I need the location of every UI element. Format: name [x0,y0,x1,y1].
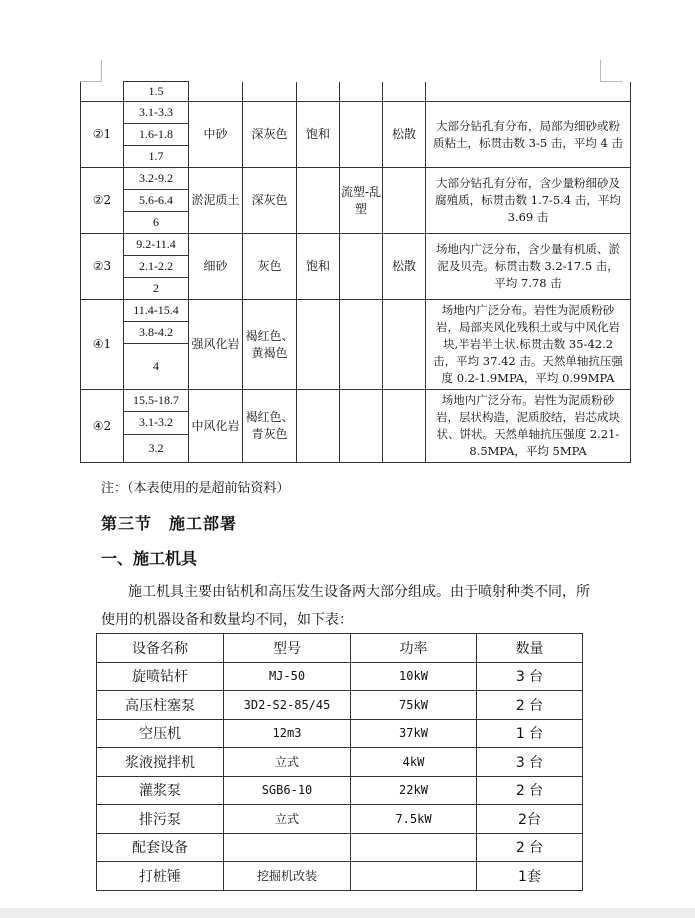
color-cell: 褐红色、黄褐色 [243,300,297,390]
quantity-cell: 1 台 [477,719,583,748]
plastic-cell: 流塑-乱塑 [340,168,383,234]
page-corner-mark-right [600,60,601,82]
body-paragraph-text: 施工机具主要由钻机和高压发生设备两大部分组成。由于喷射种类不同，所使用的机器设备和数量均不同，如下表： [101,584,590,628]
color-cell: 灰色 [243,234,297,300]
model-cell: 立式 [224,805,351,834]
table-note: 注：（本表使用的是超前钻资料） [101,481,290,496]
equipment-row [97,833,583,862]
description-cell: 场地内广泛分布。岩性为泥质粉砂岩，层状构造，泥质胶结，岩芯成块状、饼状。天然单轴抗压强度 2.21-8.5MPA，平均 5MPA [426,390,631,463]
color-cell: 深灰色 [243,102,297,168]
equipment-row [97,748,583,777]
model-cell [224,833,351,862]
geology-row [81,390,631,412]
color-cell: 深灰色 [243,168,297,234]
depth-cell: 6 [124,212,189,234]
soil-cell: 淤泥质土 [189,168,243,234]
equipment-header-row [97,634,583,663]
layer-cell: ④1 [81,300,124,390]
density-cell [383,390,426,463]
body-paragraph [101,578,601,634]
color-cell [243,82,297,102]
depth-cell: 3.8-4.2 [124,322,189,344]
moisture-cell: 饱和 [297,102,340,168]
density-cell [383,82,426,102]
moisture-cell [297,168,340,234]
layer-cell: ②3 [81,234,124,300]
depth-cell: 1.5 [124,82,189,102]
power-cell: 75kW [351,691,477,720]
description-cell: 场地内广泛分布，含少量有机质、淤泥及贝壳。标贯击数 3.2-17.5 击，平均 7.78 击 [426,234,631,300]
equipment-name-cell: 高压柱塞泵 [97,691,224,720]
soil-cell: 中砂 [189,102,243,168]
soil-cell: 细砂 [189,234,243,300]
moisture-cell [297,390,340,463]
power-cell: 22kW [351,776,477,805]
geology-row [81,300,631,322]
geology-row [81,168,631,190]
equipment-name-cell: 排污泵 [97,805,224,834]
density-cell: 松散 [383,234,426,300]
plastic-cell [340,102,383,168]
equipment-name-cell: 浆液搅拌机 [97,748,224,777]
depth-cell: 1.6-1.8 [124,124,189,146]
color-cell: 褐红色、青灰色 [243,390,297,463]
quantity-cell: 2台 [477,805,583,834]
power-cell: 4kW [351,748,477,777]
layer-cell: ②1 [81,102,124,168]
power-cell: 37kW [351,719,477,748]
model-cell: 3D2-S2-85/45 [224,691,351,720]
model-cell: MJ-50 [224,662,351,691]
depth-cell: 4 [124,344,189,390]
description-cell: 大部分钻孔有分布，含少量粉细砂及腐殖质，标贯击数 1.7-5.4 击，平均 3.69 击 [426,168,631,234]
depth-cell: 15.5-18.7 [124,390,189,412]
layer-cell: ④2 [81,390,124,463]
equipment-name-cell: 灌浆泵 [97,776,224,805]
header-name: 设备名称 [97,634,224,663]
plastic-cell [340,300,383,390]
section-title: 第三节 施工部署 [101,514,238,533]
depth-cell: 3.1-3.3 [124,102,189,124]
power-cell: 10kW [351,662,477,691]
header-quantity: 数量 [477,634,583,663]
equipment-row [97,862,583,891]
equipment-row [97,776,583,805]
geology-table [80,81,631,463]
equipment-name-cell: 空压机 [97,719,224,748]
depth-cell: 3.1-3.2 [124,412,189,434]
moisture-cell: 饱和 [297,234,340,300]
model-cell: 12m3 [224,719,351,748]
soil-cell: 中风化岩 [189,390,243,463]
plastic-cell [340,234,383,300]
power-cell: 7.5kW [351,805,477,834]
description-cell [426,82,631,102]
power-cell [351,833,477,862]
equipment-name-cell: 配套设备 [97,833,224,862]
moisture-cell [297,300,340,390]
depth-cell: 2.1-2.2 [124,256,189,278]
equipment-row [97,719,583,748]
density-cell [383,168,426,234]
power-cell [351,862,477,891]
quantity-cell: 1套 [477,862,583,891]
layer-cell [81,82,124,102]
depth-cell: 9.2-11.4 [124,234,189,256]
plastic-cell [340,82,383,102]
model-cell: 立式 [224,748,351,777]
soil-cell [189,82,243,102]
header-model: 型号 [224,634,351,663]
geology-row [81,102,631,124]
geology-row [81,234,631,256]
model-cell: SGB6-10 [224,776,351,805]
equipment-table [96,633,583,891]
depth-cell: 2 [124,278,189,300]
plastic-cell [340,390,383,463]
depth-cell: 3.2-9.2 [124,168,189,190]
density-cell: 松散 [383,102,426,168]
geology-row [81,82,631,102]
depth-cell: 1.7 [124,146,189,168]
depth-cell: 3.2 [124,434,189,462]
description-cell: 场地内广泛分布。岩性为泥质粉砂岩，局部夹风化残积土或与中风化岩块,半岩半土状.标贯击数 35-42.2 击，平均 37.42 击。天然单轴抗压强度 0.2-1.9MPA，平均 0.99MPA [426,300,631,390]
quantity-cell: 2 台 [477,776,583,805]
header-power: 功率 [351,634,477,663]
equipment-row [97,691,583,720]
equipment-row [97,805,583,834]
model-cell: 挖掘机改装 [224,862,351,891]
equipment-row [97,662,583,691]
soil-cell: 强风化岩 [189,300,243,390]
description-cell: 大部分钻孔有分布，局部为细砂或粉质粘土，标贯击数 3-5 击，平均 4 击 [426,102,631,168]
quantity-cell: 3 台 [477,662,583,691]
moisture-cell [297,82,340,102]
depth-cell: 5.6-6.4 [124,190,189,212]
density-cell [383,300,426,390]
page-bottom-margin [0,908,695,918]
page-corner-mark-left [101,60,102,82]
depth-cell: 11.4-15.4 [124,300,189,322]
layer-cell: ②2 [81,168,124,234]
quantity-cell: 2 台 [477,833,583,862]
subsection-title: 一、施工机具 [101,549,198,568]
equipment-name-cell: 旋喷钻杆 [97,662,224,691]
quantity-cell: 2 台 [477,691,583,720]
equipment-name-cell: 打桩锤 [97,862,224,891]
quantity-cell: 3 台 [477,748,583,777]
